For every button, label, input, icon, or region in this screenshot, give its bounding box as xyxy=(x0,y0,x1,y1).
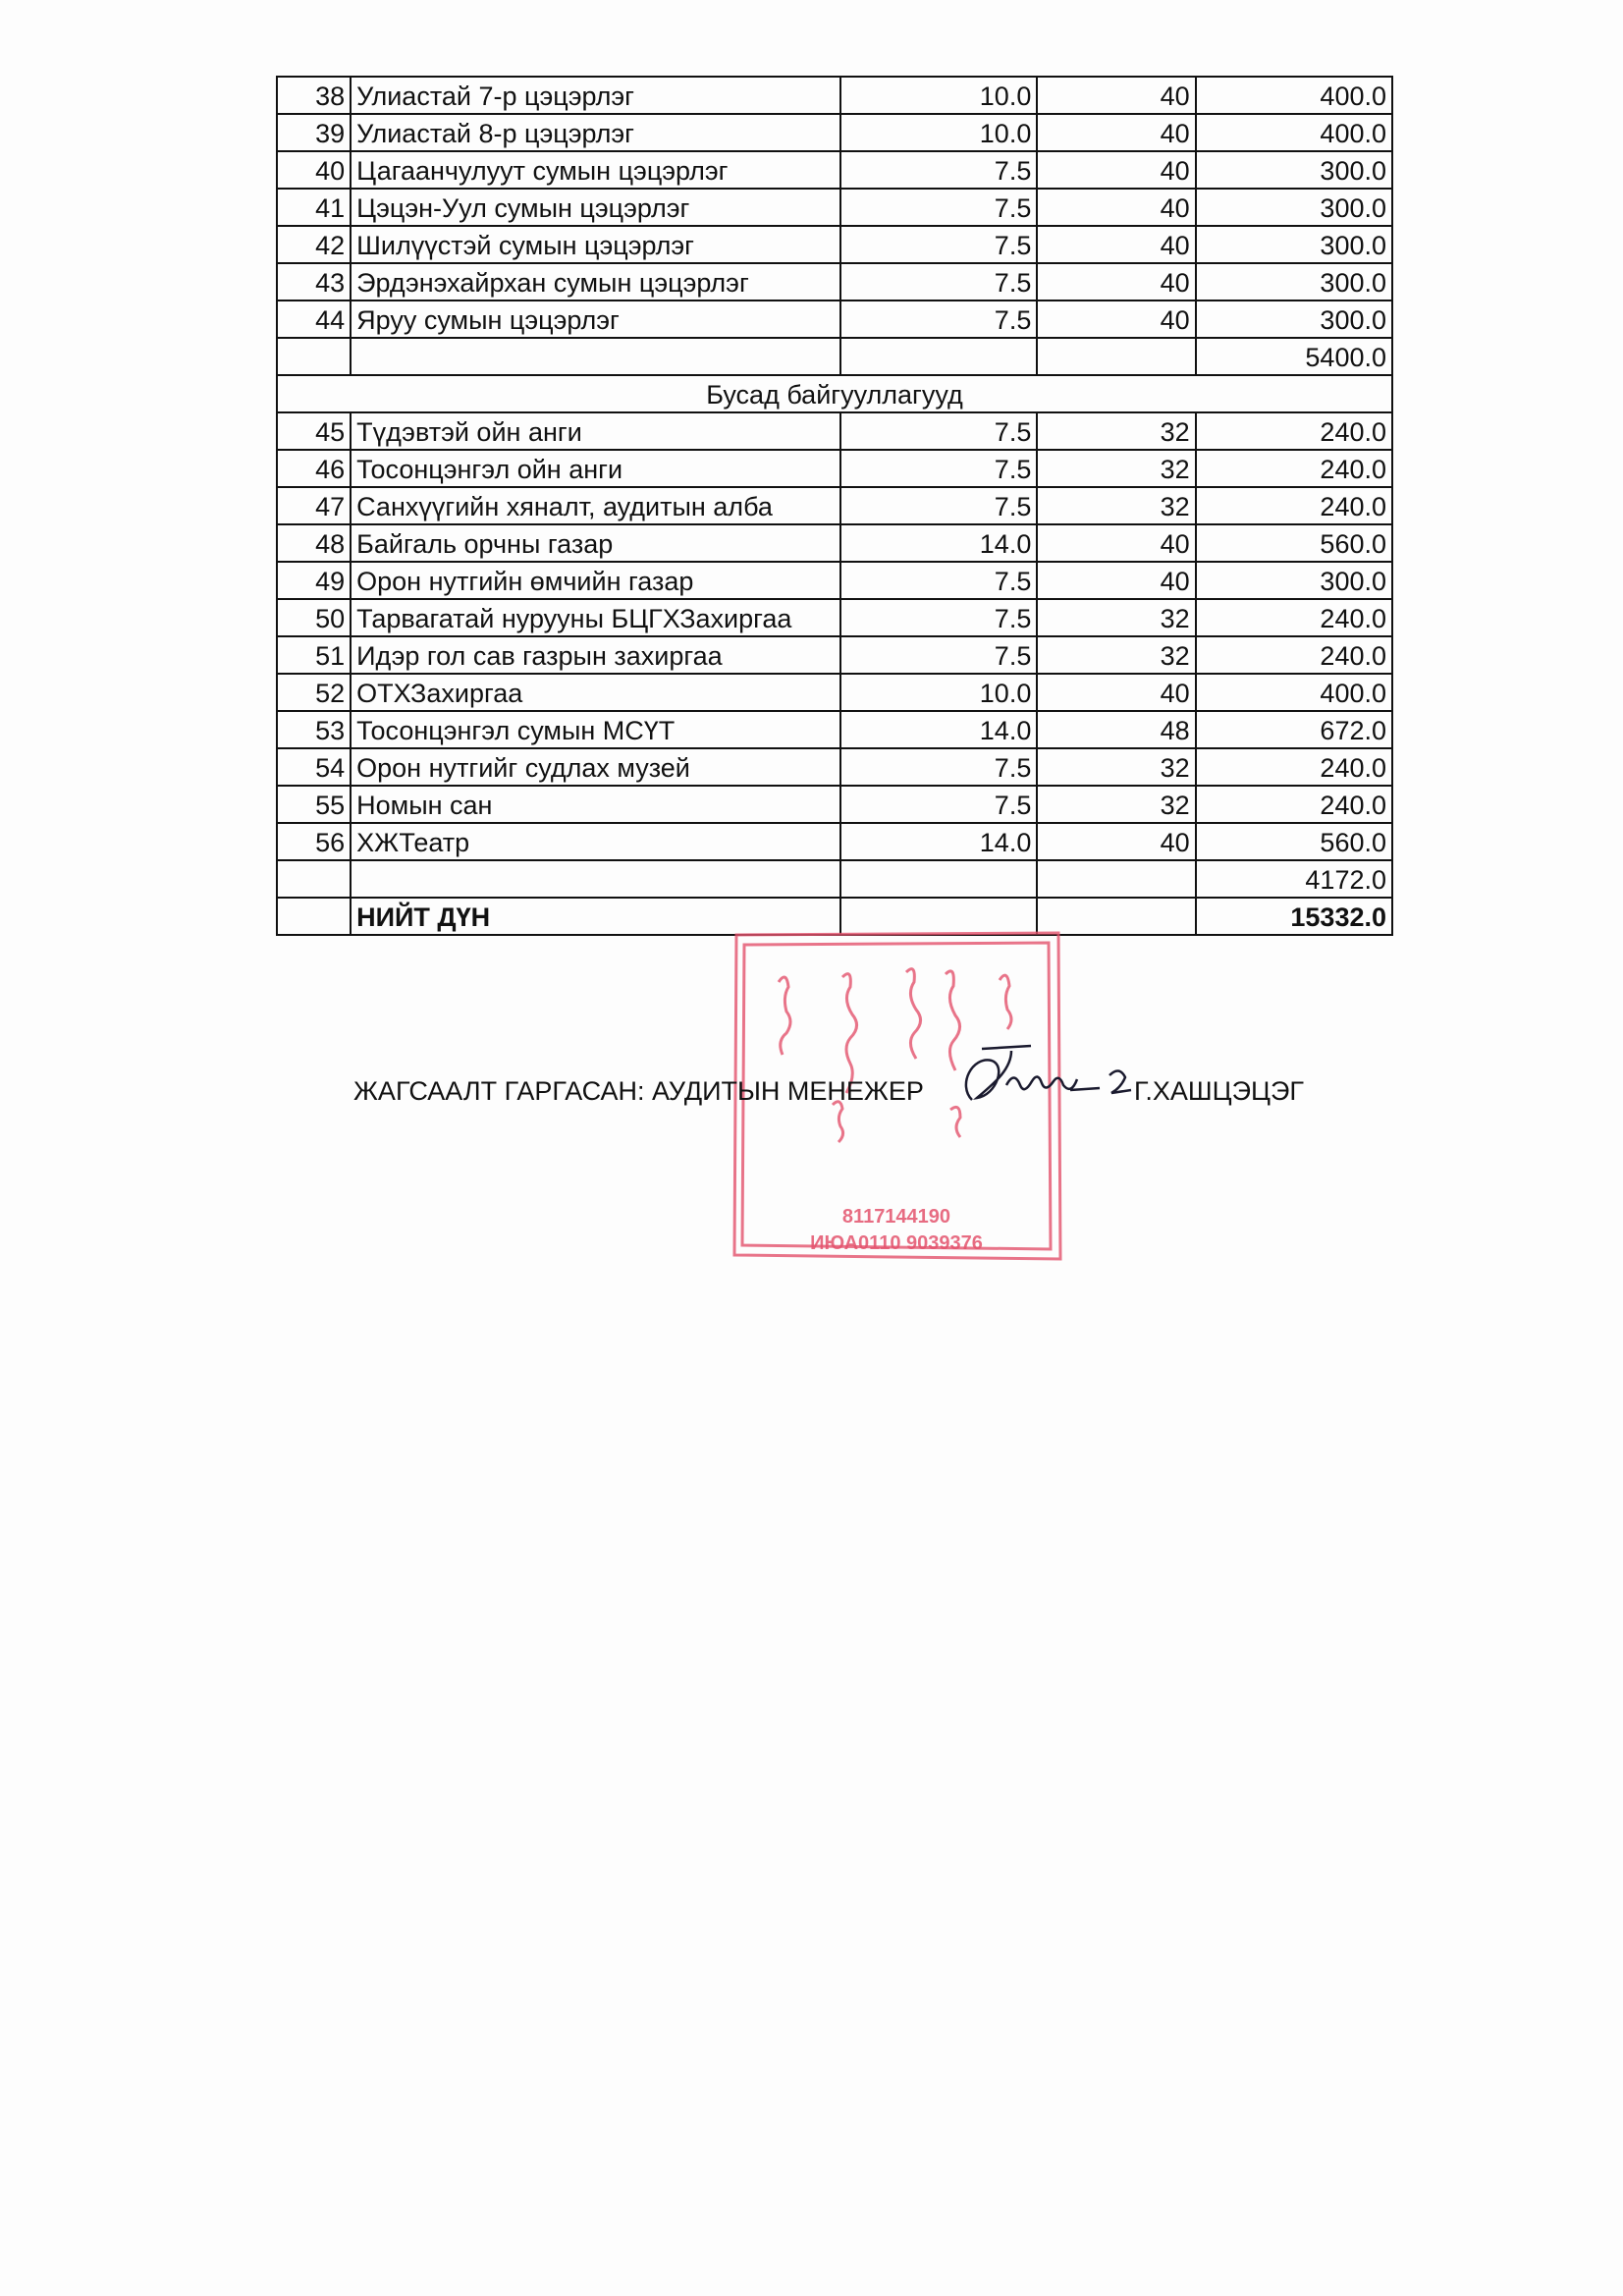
row-number: 42 xyxy=(277,226,351,263)
row-number: 44 xyxy=(277,301,351,338)
subtotal-row xyxy=(277,338,1392,375)
grand-total-label: НИЙТ ДҮН xyxy=(351,898,840,935)
row-value-c: 400.0 xyxy=(1196,674,1392,711)
row-value-c: 300.0 xyxy=(1196,562,1392,599)
empty-cell xyxy=(277,338,351,375)
row-value-b: 40 xyxy=(1037,226,1195,263)
row-name: Эрдэнэхайрхан сумын цэцэрлэг xyxy=(351,263,840,301)
row-value-a: 7.5 xyxy=(840,450,1037,487)
table-row xyxy=(277,189,1392,226)
empty-cell xyxy=(840,338,1037,375)
row-name: Байгаль орчны газар xyxy=(351,524,840,562)
row-value-b: 40 xyxy=(1037,77,1195,114)
row-number: 54 xyxy=(277,748,351,786)
row-value-c: 300.0 xyxy=(1196,151,1392,189)
row-value-a: 10.0 xyxy=(840,674,1037,711)
row-name: Тарвагатай нурууны БЦГХЗахиргаа xyxy=(351,599,840,636)
row-value-c: 400.0 xyxy=(1196,114,1392,151)
table-row xyxy=(277,114,1392,151)
row-value-c: 672.0 xyxy=(1196,711,1392,748)
row-value-c: 300.0 xyxy=(1196,226,1392,263)
table-row xyxy=(277,786,1392,823)
row-number: 40 xyxy=(277,151,351,189)
row-value-a: 7.5 xyxy=(840,786,1037,823)
empty-cell xyxy=(840,860,1037,898)
empty-cell xyxy=(1037,860,1195,898)
table-row xyxy=(277,562,1392,599)
table-row xyxy=(277,748,1392,786)
row-number: 39 xyxy=(277,114,351,151)
row-number: 50 xyxy=(277,599,351,636)
row-value-a: 7.5 xyxy=(840,412,1037,450)
row-value-a: 7.5 xyxy=(840,151,1037,189)
row-value-a: 14.0 xyxy=(840,711,1037,748)
empty-cell xyxy=(277,860,351,898)
empty-cell xyxy=(1037,338,1195,375)
row-value-a: 10.0 xyxy=(840,114,1037,151)
row-value-a: 14.0 xyxy=(840,524,1037,562)
stamp-line-1: 8117144190 xyxy=(841,1206,951,1228)
row-value-b: 40 xyxy=(1037,151,1195,189)
section-header-row xyxy=(277,375,1392,412)
table-row xyxy=(277,524,1392,562)
table-row xyxy=(277,412,1392,450)
row-value-b: 32 xyxy=(1037,487,1195,524)
row-value-a: 14.0 xyxy=(840,823,1037,860)
row-name: Түдэвтэй ойн анги xyxy=(351,412,840,450)
row-value-a: 7.5 xyxy=(840,226,1037,263)
grand-total-row xyxy=(277,898,1392,935)
empty-cell xyxy=(277,898,351,935)
row-value-c: 300.0 xyxy=(1196,263,1392,301)
row-value-b: 40 xyxy=(1037,674,1195,711)
row-value-c: 240.0 xyxy=(1196,487,1392,524)
row-value-a: 7.5 xyxy=(840,263,1037,301)
row-number: 48 xyxy=(277,524,351,562)
row-value-a: 7.5 xyxy=(840,599,1037,636)
row-value-b: 32 xyxy=(1037,450,1195,487)
table-row xyxy=(277,301,1392,338)
section-title: Бусад байгууллагууд xyxy=(277,375,1392,412)
row-name: Идэр гол сав газрын захиргаа xyxy=(351,636,840,674)
row-number: 43 xyxy=(277,263,351,301)
row-value-c: 400.0 xyxy=(1196,77,1392,114)
row-number: 41 xyxy=(277,189,351,226)
row-value-b: 32 xyxy=(1037,748,1195,786)
row-value-c: 240.0 xyxy=(1196,786,1392,823)
table-row xyxy=(277,823,1392,860)
row-name: Цэцэн-Уул сумын цэцэрлэг xyxy=(351,189,840,226)
row-value-b: 40 xyxy=(1037,301,1195,338)
table-row xyxy=(277,487,1392,524)
table-row xyxy=(277,711,1392,748)
table-row xyxy=(277,151,1392,189)
row-value-a: 7.5 xyxy=(840,189,1037,226)
table-row xyxy=(277,77,1392,114)
row-value-a: 7.5 xyxy=(840,636,1037,674)
data-table xyxy=(276,76,1393,936)
row-value-c: 560.0 xyxy=(1196,823,1392,860)
row-value-b: 40 xyxy=(1037,114,1195,151)
row-value-b: 48 xyxy=(1037,711,1195,748)
subtotal-row xyxy=(277,860,1392,898)
row-name: Номын сан xyxy=(351,786,840,823)
table-row xyxy=(277,674,1392,711)
subtotal-value: 5400.0 xyxy=(1196,338,1392,375)
row-value-c: 240.0 xyxy=(1196,599,1392,636)
row-name: Санхүүгийн хяналт, аудитын алба xyxy=(351,487,840,524)
prepared-by-label: ЖАГСААЛТ ГАРГАСАН: АУДИТЫН МЕНЕЖЕР xyxy=(353,1076,924,1106)
manager-name: Г.ХАШЦЭЦЭГ xyxy=(1134,1076,1304,1106)
row-value-b: 40 xyxy=(1037,562,1195,599)
row-value-c: 240.0 xyxy=(1196,748,1392,786)
row-value-b: 40 xyxy=(1037,823,1195,860)
table-body xyxy=(277,77,1392,935)
row-value-b: 40 xyxy=(1037,263,1195,301)
row-name: Орон нутгийг судлах музей xyxy=(351,748,840,786)
row-value-a: 7.5 xyxy=(840,487,1037,524)
row-number: 51 xyxy=(277,636,351,674)
empty-cell xyxy=(351,338,840,375)
row-value-b: 32 xyxy=(1037,786,1195,823)
row-name: Тосонцэнгэл ойн анги xyxy=(351,450,840,487)
table-row xyxy=(277,263,1392,301)
empty-cell xyxy=(351,860,840,898)
row-number: 56 xyxy=(277,823,351,860)
row-value-c: 300.0 xyxy=(1196,189,1392,226)
row-number: 55 xyxy=(277,786,351,823)
row-value-b: 40 xyxy=(1037,189,1195,226)
row-name: Улиастай 8-р цэцэрлэг xyxy=(351,114,840,151)
row-name: Улиастай 7-р цэцэрлэг xyxy=(351,77,840,114)
row-value-c: 240.0 xyxy=(1196,636,1392,674)
table-row xyxy=(277,226,1392,263)
row-name: ОТХЗахиргаа xyxy=(351,674,840,711)
row-value-a: 7.5 xyxy=(840,562,1037,599)
signature-image xyxy=(952,1031,1149,1120)
row-value-b: 32 xyxy=(1037,636,1195,674)
row-name: ХЖТеатр xyxy=(351,823,840,860)
row-value-b: 32 xyxy=(1037,412,1195,450)
row-number: 49 xyxy=(277,562,351,599)
row-number: 38 xyxy=(277,77,351,114)
row-value-a: 10.0 xyxy=(840,77,1037,114)
row-value-c: 560.0 xyxy=(1196,524,1392,562)
row-number: 46 xyxy=(277,450,351,487)
row-number: 45 xyxy=(277,412,351,450)
row-value-a: 7.5 xyxy=(840,301,1037,338)
row-name: Орон нутгийн өмчийн газар xyxy=(351,562,840,599)
table-row xyxy=(277,636,1392,674)
table-row xyxy=(277,599,1392,636)
row-value-c: 240.0 xyxy=(1196,412,1392,450)
stamp-line-2: ИЮА0110 9039376 xyxy=(810,1232,983,1254)
row-value-c: 300.0 xyxy=(1196,301,1392,338)
grand-total-value: 15332.0 xyxy=(1196,898,1392,935)
row-name: Цагаанчулуут сумын цэцэрлэг xyxy=(351,151,840,189)
row-name: Яруу сумын цэцэрлэг xyxy=(351,301,840,338)
row-value-b: 40 xyxy=(1037,524,1195,562)
table-row xyxy=(277,450,1392,487)
row-value-c: 240.0 xyxy=(1196,450,1392,487)
row-number: 53 xyxy=(277,711,351,748)
row-name: Тосонцэнгэл сумын МСҮТ xyxy=(351,711,840,748)
subtotal-value: 4172.0 xyxy=(1196,860,1392,898)
row-name: Шилүүстэй сумын цэцэрлэг xyxy=(351,226,840,263)
empty-cell xyxy=(840,898,1037,935)
empty-cell xyxy=(1037,898,1195,935)
row-value-b: 32 xyxy=(1037,599,1195,636)
row-value-a: 7.5 xyxy=(840,748,1037,786)
row-number: 52 xyxy=(277,674,351,711)
row-number: 47 xyxy=(277,487,351,524)
